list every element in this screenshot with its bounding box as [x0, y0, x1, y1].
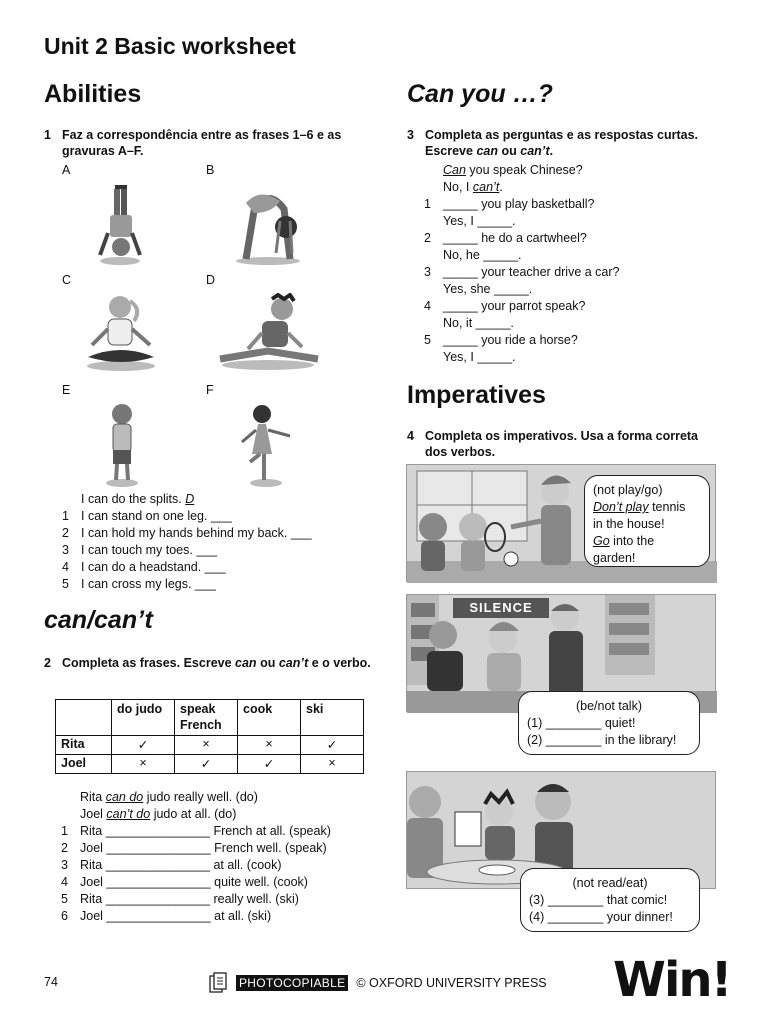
touching-toes-illustration [232, 183, 304, 267]
example-line: Rita can do judo really well. (do) [80, 790, 258, 804]
speech-bubble-1: (not play/go) Don’t play tennis in the house! Go into the garden! [584, 475, 710, 567]
list-item: 3 Rita _______________ at all. (cook) [61, 858, 282, 872]
page-number: 74 [44, 975, 58, 989]
speech-bubble-3 [520, 868, 700, 932]
exercise-3-instruction: 3 Completa as perguntas e as respostas curtas. Escreve can ou can’t. [407, 128, 699, 158]
list-item: 4 Joel _______________ quite well. (cook) [61, 875, 308, 889]
section-cancant-heading: can/can’t [44, 606, 153, 634]
footer-strip [208, 968, 568, 998]
win-logo: Win! [613, 952, 731, 1008]
example-line: Joel can’t do judo at all. (do) [80, 807, 237, 821]
table-cell-mark: ✓ [238, 755, 301, 774]
list-item: 1 Rita _______________ French at all. (speak) [61, 824, 331, 838]
headstand-illustration [90, 183, 150, 267]
picture-label-a: A [62, 163, 71, 177]
bubble-line: (4) ________ your dinner! [529, 910, 673, 924]
bubble-answer: Don’t play [593, 500, 649, 514]
bubble-line: (3) ________ that comic! [529, 893, 668, 907]
standing-on-one-leg-illustration [240, 402, 296, 488]
exercise-1-list [62, 508, 312, 593]
table-cell-mark: ✓ [301, 736, 364, 755]
example-answer: D [185, 492, 195, 506]
exercise-number: 3 [407, 128, 414, 142]
section-can-you-heading: Can you …? [407, 80, 553, 108]
bubble-answer: Go [593, 534, 610, 548]
table-cell-mark: × [175, 736, 238, 755]
table-cell-mark: × [112, 755, 175, 774]
list-item: 5 I can cross my legs. ___ [62, 577, 216, 591]
bubble-cue: (not read/eat) [572, 876, 648, 890]
table-cell-name: Joel [56, 755, 112, 774]
table-header-cell: cook [238, 700, 301, 736]
table-header-cell [56, 700, 112, 736]
table-cell-name: Rita [56, 736, 112, 755]
example-answer: No, I can’t. [443, 180, 503, 194]
splits-illustration [214, 293, 322, 373]
list-item: 3 I can touch my toes. ___ [62, 543, 218, 557]
picture-label-e: E [62, 383, 71, 397]
answer-line: No, it _____. [443, 316, 514, 330]
answer-line: No, he _____. [443, 248, 522, 262]
instruction-text: Faz a correspondência entre as frases 1–6 e as gravuras A–F. [62, 128, 342, 158]
question-line: 5 _____ you ride a horse? [424, 333, 578, 347]
publisher-credit: © OXFORD UNIVERSITY PRESS [356, 976, 547, 990]
table-header-cell: speak French [175, 700, 238, 736]
picture-label-d: D [206, 273, 216, 287]
scene-tennis-illustration [406, 464, 716, 582]
exercise-4-instruction: 4 Completa os imperativos. Usa a forma correta dos verbos. [407, 429, 699, 459]
exercise-2-instruction: 2 Completa as frases. Escreve can ou can’t e o verbo. [44, 656, 371, 670]
list-item: 4 I can do a headstand. ___ [62, 560, 226, 574]
list-item: 1 I can stand on one leg. ___ [62, 509, 232, 523]
exercise-2-list [61, 789, 331, 925]
silence-sign: SILENCE [469, 600, 533, 615]
bubble-line: (2) ________ in the library! [527, 733, 677, 747]
exercise-3-list [424, 162, 620, 366]
example-question: Can you speak Chinese? [443, 163, 583, 177]
speech-bubble-2 [518, 691, 700, 755]
cross-legged-illustration [84, 293, 158, 373]
table-header-cell: ski [301, 700, 364, 736]
table-header-row [56, 700, 364, 736]
question-line: 1 _____ you play basketball? [424, 197, 595, 211]
list-item: 2 Joel _______________ French well. (speak) [61, 841, 327, 855]
bubble-line: (1) ________ quiet! [527, 716, 636, 730]
example-text: I can do the splits. [81, 492, 182, 506]
section-imperatives-heading: Imperatives [407, 381, 546, 409]
table-cell-mark: × [238, 736, 301, 755]
exercise-number: 4 [407, 429, 414, 443]
table-cell-mark: ✓ [112, 736, 175, 755]
question-line: 3 _____ your teacher drive a car? [424, 265, 620, 279]
table-header-cell: do judo [112, 700, 175, 736]
bubble-cue: (be/not talk) [575, 699, 642, 713]
scene-dinner-illustration [406, 771, 716, 924]
table-row [56, 755, 364, 774]
scene-library-illustration [406, 594, 716, 747]
exercise-number: 1 [44, 128, 51, 142]
hands-behind-back-illustration [102, 402, 142, 488]
list-item: 6 Joel _______________ at all. (ski) [61, 909, 272, 923]
table-cell-mark: ✓ [175, 755, 238, 774]
list-item: 5 Rita _______________ really well. (ski) [61, 892, 299, 906]
photocopiable-badge: PHOTOCOPIABLE [236, 975, 348, 991]
answer-line: Yes, she _____. [443, 282, 533, 296]
picture-label-c: C [62, 273, 72, 287]
picture-label-b: B [206, 163, 215, 177]
exercise-number: 2 [44, 656, 51, 670]
table-cell-mark: × [301, 755, 364, 774]
page-title: Unit 2 Basic worksheet [44, 33, 296, 59]
photocopy-icon [208, 972, 228, 994]
table-row [56, 736, 364, 755]
list-item: 2 I can hold my hands behind my back. ___ [62, 526, 312, 540]
bubble-cue: (not play/go) [593, 483, 663, 497]
question-line: 4 _____ your parrot speak? [424, 299, 586, 313]
answer-line: Yes, I _____. [443, 214, 516, 228]
question-line: 2 _____ he do a cartwheel? [424, 231, 587, 245]
exercise-1-example [62, 491, 194, 508]
answer-line: Yes, I _____. [443, 350, 516, 364]
exercise-1-instruction [44, 127, 374, 159]
abilities-table [55, 699, 364, 774]
picture-label-f: F [206, 383, 214, 397]
section-abilities-heading: Abilities [44, 80, 142, 108]
